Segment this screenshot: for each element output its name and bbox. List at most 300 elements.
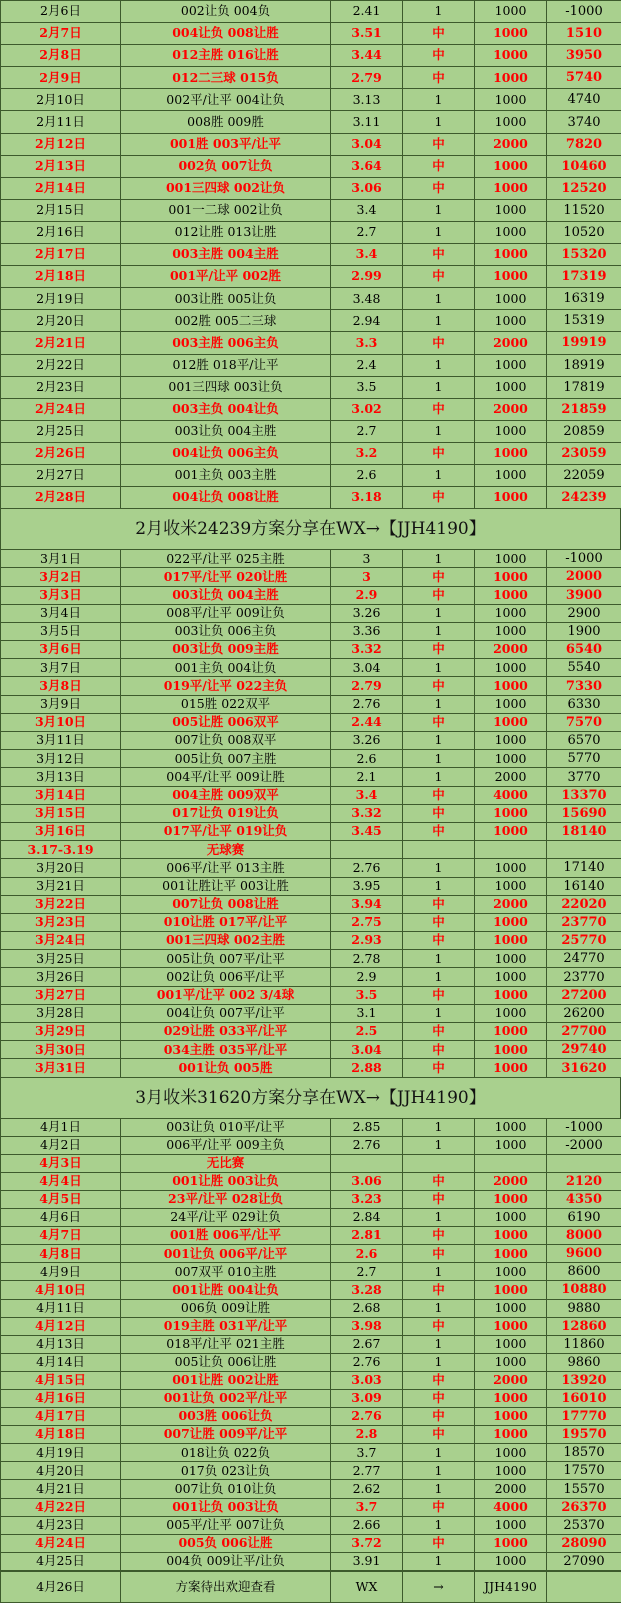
- row-match: 001胜 003平/让平: [121, 133, 331, 155]
- row-odds: 3.04: [331, 659, 403, 677]
- row-balance: 17570: [547, 1462, 621, 1480]
- row-result: 1: [403, 732, 475, 750]
- row-result: 中: [403, 641, 475, 659]
- table-row: [1, 1462, 621, 1480]
- row-odds: 2.76: [331, 1136, 403, 1154]
- row-balance: [547, 1154, 621, 1172]
- table-row: [1, 464, 621, 486]
- row-date: 3月15日: [1, 804, 121, 822]
- row-balance: 17819: [547, 376, 621, 398]
- row-match: 003主胜 004主胜: [121, 244, 331, 266]
- row-stake: 1000: [475, 1408, 547, 1426]
- table-row: [1, 1390, 621, 1408]
- row-odds: 2.41: [331, 1, 403, 23]
- row-odds: 3.4: [331, 786, 403, 804]
- row-odds: 2.67: [331, 1335, 403, 1353]
- table-row: [1, 1534, 621, 1552]
- row-match: 017平/让平 019让负: [121, 822, 331, 840]
- row-odds: 2.66: [331, 1516, 403, 1534]
- row-date: 3月23日: [1, 913, 121, 931]
- row-result: 中: [403, 45, 475, 67]
- row-result: 1: [403, 420, 475, 442]
- row-stake: 1000: [475, 659, 547, 677]
- row-balance: 18140: [547, 822, 621, 840]
- row-match: 001让负 005胜: [121, 1059, 331, 1077]
- row-stake: 1000: [475, 442, 547, 464]
- row-balance: 17140: [547, 859, 621, 877]
- row-date: 3月16日: [1, 822, 121, 840]
- row-date: 4月13日: [1, 1335, 121, 1353]
- row-date: 3月31日: [1, 1059, 121, 1077]
- table-row: [1, 1154, 621, 1172]
- row-balance: -1000: [547, 1118, 621, 1136]
- row-match: 003让负 009主胜: [121, 641, 331, 659]
- row-date: 3月12日: [1, 750, 121, 768]
- row-balance: 10520: [547, 221, 621, 243]
- row-stake: 1000: [475, 45, 547, 67]
- row-odds: 3.5: [331, 376, 403, 398]
- footer-date: 4月26日: [1, 1571, 121, 1602]
- row-stake: 1000: [475, 1444, 547, 1462]
- feb-summary-banner: 2月收米24239方案分享在WX→【JJH4190】: [0, 509, 621, 549]
- row-stake: 2000: [475, 133, 547, 155]
- row-result: 中: [403, 822, 475, 840]
- table-row: [1, 1408, 621, 1426]
- row-stake: 4000: [475, 1498, 547, 1516]
- row-odds: 2.94: [331, 310, 403, 332]
- table-row: [1, 622, 621, 640]
- row-match: 003让负 004主胜: [121, 420, 331, 442]
- row-stake: 1000: [475, 1299, 547, 1317]
- row-balance: 24770: [547, 950, 621, 968]
- row-odds: 2.88: [331, 1059, 403, 1077]
- row-stake: [475, 841, 547, 859]
- row-odds: 2.7: [331, 1263, 403, 1281]
- row-date: 2月16日: [1, 221, 121, 243]
- row-stake: 1000: [475, 354, 547, 376]
- row-result: 1: [403, 199, 475, 221]
- row-date: 3月14日: [1, 786, 121, 804]
- row-odds: 3.64: [331, 155, 403, 177]
- row-balance: 4350: [547, 1190, 621, 1208]
- row-stake: 1000: [475, 1209, 547, 1227]
- table-row: [1, 1118, 621, 1136]
- row-odds: 2.68: [331, 1299, 403, 1317]
- row-date: 2月28日: [1, 487, 121, 509]
- row-stake: 1000: [475, 932, 547, 950]
- row-result: 中: [403, 23, 475, 45]
- table-row: [1, 1299, 621, 1317]
- row-match: 001让胜让平 003让胜: [121, 877, 331, 895]
- row-balance: 28090: [547, 1534, 621, 1552]
- row-match: 003主负 004让负: [121, 398, 331, 420]
- row-match: 001让胜 002让胜: [121, 1371, 331, 1389]
- row-stake: 2000: [475, 641, 547, 659]
- row-result: 1: [403, 1263, 475, 1281]
- row-date: 4月9日: [1, 1263, 121, 1281]
- row-date: 2月6日: [1, 1, 121, 23]
- row-odds: 3.94: [331, 895, 403, 913]
- row-stake: 1000: [475, 1059, 547, 1077]
- row-match: 012让胜 013让胜: [121, 221, 331, 243]
- row-match: 001主负 004让负: [121, 659, 331, 677]
- row-odds: 2.85: [331, 1118, 403, 1136]
- row-balance: 25770: [547, 932, 621, 950]
- row-stake: 1000: [475, 376, 547, 398]
- row-balance: 6540: [547, 641, 621, 659]
- row-balance: 22020: [547, 895, 621, 913]
- row-stake: 1000: [475, 244, 547, 266]
- row-stake: 2000: [475, 1480, 547, 1498]
- row-date: 2月12日: [1, 133, 121, 155]
- row-balance: 3770: [547, 768, 621, 786]
- row-date: 2月7日: [1, 23, 121, 45]
- row-stake: 1000: [475, 1023, 547, 1041]
- table-row: [1, 332, 621, 354]
- table-row: [1, 487, 621, 509]
- footer-contact-id: JJH4190: [475, 1571, 547, 1602]
- table-row: [1, 177, 621, 199]
- row-stake: 1000: [475, 111, 547, 133]
- row-stake: 1000: [475, 677, 547, 695]
- row-match: 017负 023让负: [121, 1462, 331, 1480]
- row-match: 001胜 006平/让平: [121, 1227, 331, 1245]
- row-odds: 3.04: [331, 133, 403, 155]
- row-date: 3月20日: [1, 859, 121, 877]
- row-result: 中: [403, 1281, 475, 1299]
- row-balance: 10460: [547, 155, 621, 177]
- row-result: 中: [403, 932, 475, 950]
- row-match: 003主胜 006主负: [121, 332, 331, 354]
- row-odds: 2.9: [331, 586, 403, 604]
- row-match: 004让负 006主负: [121, 442, 331, 464]
- row-match: 017平/让平 020让胜: [121, 568, 331, 586]
- table-row: [1, 877, 621, 895]
- row-match: 012胜 018平/让平: [121, 354, 331, 376]
- row-match: 005让负 006让胜: [121, 1353, 331, 1371]
- row-odds: 3.04: [331, 1041, 403, 1059]
- row-stake: 1000: [475, 288, 547, 310]
- row-odds: 3: [331, 550, 403, 568]
- row-balance: 23770: [547, 913, 621, 931]
- row-match: 24平/让平 029让负: [121, 1209, 331, 1227]
- row-odds: 3.45: [331, 822, 403, 840]
- row-odds: 2.6: [331, 1245, 403, 1263]
- row-match: 005让负 007主胜: [121, 750, 331, 768]
- row-match: 004平/让平 009让胜: [121, 768, 331, 786]
- table-row: [1, 1059, 621, 1077]
- row-odds: 3.7: [331, 1498, 403, 1516]
- row-result: 中: [403, 1498, 475, 1516]
- row-stake: 1000: [475, 464, 547, 486]
- row-match: 029让胜 033平/让平: [121, 1023, 331, 1041]
- row-stake: 1000: [475, 1281, 547, 1299]
- row-odds: 3: [331, 568, 403, 586]
- row-balance: 15570: [547, 1480, 621, 1498]
- row-result: 1: [403, 1335, 475, 1353]
- row-match: 012主胜 016让胜: [121, 45, 331, 67]
- row-stake: 2000: [475, 332, 547, 354]
- footer-message: 方案待出欢迎查看: [121, 1571, 331, 1602]
- table-row: [1, 266, 621, 288]
- table-row: [1, 841, 621, 859]
- row-balance: 8000: [547, 1227, 621, 1245]
- row-balance: 3740: [547, 111, 621, 133]
- table-row: [1, 1480, 621, 1498]
- row-result: 1: [403, 604, 475, 622]
- row-odds: [331, 1154, 403, 1172]
- row-result: 中: [403, 1371, 475, 1389]
- table-row: [1, 89, 621, 111]
- row-stake: 1000: [475, 23, 547, 45]
- row-date: 2月22日: [1, 354, 121, 376]
- row-stake: 1000: [475, 1534, 547, 1552]
- row-result: 中: [403, 786, 475, 804]
- row-result: 1: [403, 968, 475, 986]
- row-result: [403, 1154, 475, 1172]
- row-date: 2月27日: [1, 464, 121, 486]
- row-result: 中: [403, 398, 475, 420]
- row-balance: 16010: [547, 1390, 621, 1408]
- row-date: 4月19日: [1, 1444, 121, 1462]
- row-result: 中: [403, 1426, 475, 1444]
- row-result: 中: [403, 713, 475, 731]
- table-row: [1, 1335, 621, 1353]
- table-row: [1, 641, 621, 659]
- row-odds: 2.62: [331, 1480, 403, 1498]
- row-balance: 13920: [547, 1371, 621, 1389]
- row-stake: 1000: [475, 177, 547, 199]
- table-row: [1, 1281, 621, 1299]
- row-odds: 2.99: [331, 266, 403, 288]
- row-stake: 1000: [475, 266, 547, 288]
- row-odds: 3.26: [331, 732, 403, 750]
- row-balance: 9600: [547, 1245, 621, 1263]
- table-row: [1, 244, 621, 266]
- row-result: 中: [403, 1190, 475, 1208]
- row-stake: 1000: [475, 1, 547, 23]
- row-odds: 3.06: [331, 177, 403, 199]
- row-date: 4月7日: [1, 1227, 121, 1245]
- row-date: 3月11日: [1, 732, 121, 750]
- row-odds: 2.79: [331, 67, 403, 89]
- row-stake: 1000: [475, 1390, 547, 1408]
- row-date: 4月16日: [1, 1390, 121, 1408]
- row-match: 001三四球 003让负: [121, 376, 331, 398]
- table-row: [1, 1444, 621, 1462]
- row-date: 2月17日: [1, 244, 121, 266]
- row-balance: 9860: [547, 1353, 621, 1371]
- row-match: 23平/让平 028让负: [121, 1190, 331, 1208]
- row-stake: 1000: [475, 1353, 547, 1371]
- row-balance: 8600: [547, 1263, 621, 1281]
- row-odds: 2.1: [331, 768, 403, 786]
- table-row: [1, 1426, 621, 1444]
- table-row: [1, 1498, 621, 1516]
- row-result: 中: [403, 895, 475, 913]
- row-odds: 3.7: [331, 1444, 403, 1462]
- row-odds: 3.06: [331, 1172, 403, 1190]
- footer-arrow: →: [403, 1571, 475, 1602]
- table-row: [1, 1353, 621, 1371]
- row-match: 008平/让平 009让负: [121, 604, 331, 622]
- table-row: [1, 1209, 621, 1227]
- row-odds: 3.02: [331, 398, 403, 420]
- row-balance: [547, 841, 621, 859]
- mar-summary-banner: 3月收米31620方案分享在WX→【JJH4190】: [0, 1078, 621, 1118]
- row-result: 中: [403, 1172, 475, 1190]
- row-odds: 3.5: [331, 986, 403, 1004]
- row-match: 004让负 008让胜: [121, 487, 331, 509]
- row-date: 3月26日: [1, 968, 121, 986]
- table-row: [1, 1317, 621, 1335]
- row-stake: 1000: [475, 732, 547, 750]
- row-date: 4月1日: [1, 1118, 121, 1136]
- row-date: 3月6日: [1, 641, 121, 659]
- row-odds: 3.03: [331, 1371, 403, 1389]
- row-stake: 1000: [475, 1118, 547, 1136]
- table-row: [1, 221, 621, 243]
- row-result: 1: [403, 1552, 475, 1570]
- row-odds: 2.79: [331, 677, 403, 695]
- row-odds: 3.4: [331, 199, 403, 221]
- table-row: [1, 1552, 621, 1570]
- row-odds: 2.7: [331, 420, 403, 442]
- footer-contact-label: WX: [331, 1571, 403, 1602]
- row-result: 中: [403, 442, 475, 464]
- row-odds: 3.91: [331, 1552, 403, 1570]
- table-row: [1, 986, 621, 1004]
- row-result: 中: [403, 1390, 475, 1408]
- row-odds: 3.11: [331, 111, 403, 133]
- row-balance: 6190: [547, 1209, 621, 1227]
- row-stake: [475, 1154, 547, 1172]
- table-row: [1, 732, 621, 750]
- row-match: 002让负 004负: [121, 1, 331, 23]
- table-row: [1, 695, 621, 713]
- row-odds: 3.18: [331, 487, 403, 509]
- row-balance: 29740: [547, 1041, 621, 1059]
- row-result: 1: [403, 750, 475, 768]
- row-stake: 1000: [475, 1263, 547, 1281]
- row-match: 001一二球 002让负: [121, 199, 331, 221]
- row-result: 中: [403, 913, 475, 931]
- row-result: [403, 841, 475, 859]
- table-row: [1, 768, 621, 786]
- row-odds: 3.1: [331, 1004, 403, 1022]
- row-balance: 7820: [547, 133, 621, 155]
- row-match: 017让负 019让负: [121, 804, 331, 822]
- table-row: [1, 111, 621, 133]
- row-date: 2月11日: [1, 111, 121, 133]
- row-match: 001三四球 002让负: [121, 177, 331, 199]
- row-balance: 15690: [547, 804, 621, 822]
- row-stake: 2000: [475, 1371, 547, 1389]
- table-row: [1, 1023, 621, 1041]
- row-odds: 2.76: [331, 695, 403, 713]
- row-odds: 2.81: [331, 1227, 403, 1245]
- table-row: [1, 604, 621, 622]
- row-result: 1: [403, 659, 475, 677]
- row-stake: 1000: [475, 155, 547, 177]
- row-match: 001让负 003让负: [121, 1498, 331, 1516]
- row-match: 004负 009让平/让负: [121, 1552, 331, 1570]
- row-match: 001让负 006平/让平: [121, 1245, 331, 1263]
- table-row: [1, 1041, 621, 1059]
- row-date: 4月6日: [1, 1209, 121, 1227]
- row-match: 001让胜 004让负: [121, 1281, 331, 1299]
- row-date: 3月27日: [1, 986, 121, 1004]
- row-match: 001让负 002平/让平: [121, 1390, 331, 1408]
- row-stake: 2000: [475, 768, 547, 786]
- row-odds: 2.93: [331, 932, 403, 950]
- row-date: 3月30日: [1, 1041, 121, 1059]
- row-match: 001平/让平 002 3/4球: [121, 986, 331, 1004]
- row-stake: 1000: [475, 950, 547, 968]
- row-odds: 2.5: [331, 1023, 403, 1041]
- row-odds: 3.48: [331, 288, 403, 310]
- section-apr-table: [0, 1118, 621, 1571]
- row-date: 4月25日: [1, 1552, 121, 1570]
- row-stake: 1000: [475, 310, 547, 332]
- row-balance: 5740: [547, 67, 621, 89]
- table-row: [1, 677, 621, 695]
- row-stake: 1000: [475, 1426, 547, 1444]
- row-result: 中: [403, 1317, 475, 1335]
- table-row: [1, 288, 621, 310]
- row-balance: 17770: [547, 1408, 621, 1426]
- row-odds: 2.6: [331, 464, 403, 486]
- table-row: [1, 133, 621, 155]
- row-odds: 2.76: [331, 1408, 403, 1426]
- row-stake: 2000: [475, 398, 547, 420]
- row-balance: 3950: [547, 45, 621, 67]
- table-row: [1, 1516, 621, 1534]
- row-odds: 3.32: [331, 804, 403, 822]
- row-result: 1: [403, 376, 475, 398]
- row-match: 无球赛: [121, 841, 331, 859]
- table-row: [1, 442, 621, 464]
- row-match: 010让胜 017平/让平: [121, 913, 331, 931]
- row-match: 005让负 007平/让平: [121, 950, 331, 968]
- row-date: 3月4日: [1, 604, 121, 622]
- row-match: 003让负 004主胜: [121, 586, 331, 604]
- row-odds: 3.51: [331, 23, 403, 45]
- row-date: 3月2日: [1, 568, 121, 586]
- row-match: 006平/让平 013主胜: [121, 859, 331, 877]
- row-result: 1: [403, 464, 475, 486]
- row-result: 中: [403, 155, 475, 177]
- row-balance: 26200: [547, 1004, 621, 1022]
- row-result: 1: [403, 111, 475, 133]
- row-balance: 5770: [547, 750, 621, 768]
- row-date: 3月5日: [1, 622, 121, 640]
- row-date: 4月17日: [1, 1408, 121, 1426]
- row-date: 3月3日: [1, 586, 121, 604]
- table-row: [1, 1190, 621, 1208]
- row-odds: 3.36: [331, 622, 403, 640]
- row-date: 4月15日: [1, 1371, 121, 1389]
- table-row: [1, 713, 621, 731]
- row-result: 中: [403, 1534, 475, 1552]
- row-result: 中: [403, 177, 475, 199]
- table-row: [1, 199, 621, 221]
- row-stake: 1000: [475, 604, 547, 622]
- row-stake: 1000: [475, 1317, 547, 1335]
- row-result: 1: [403, 354, 475, 376]
- row-date: 4月4日: [1, 1172, 121, 1190]
- row-balance: 1900: [547, 622, 621, 640]
